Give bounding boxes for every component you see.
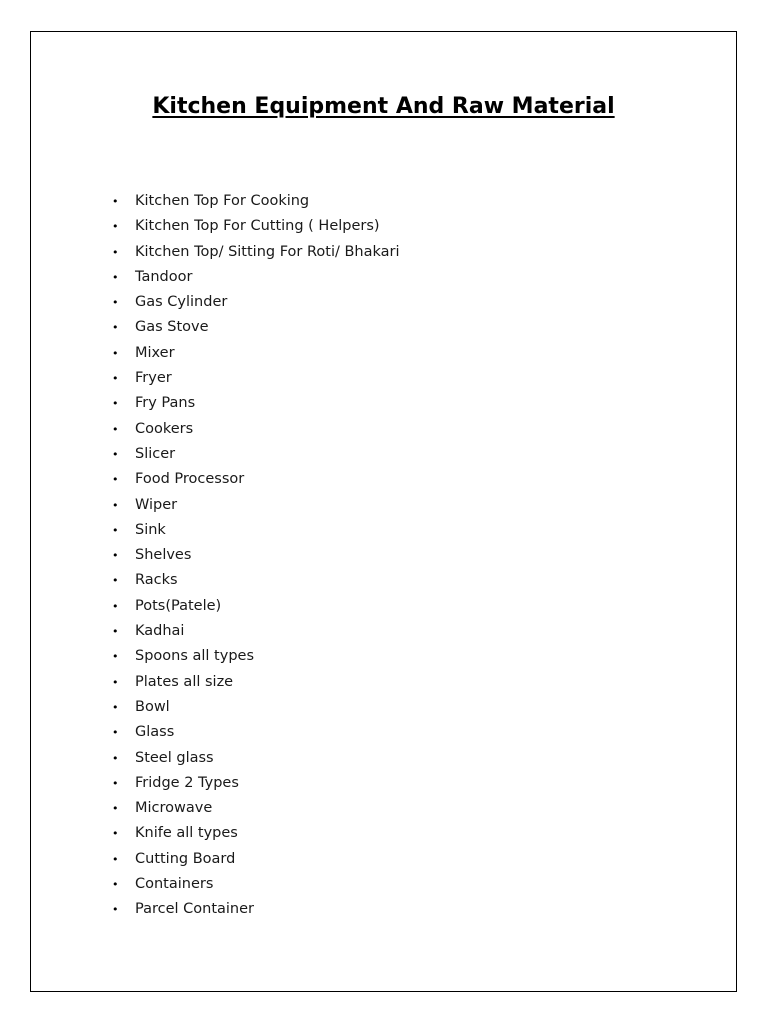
- list-item-label: Mixer: [135, 344, 175, 361]
- list-item-label: Microwave: [135, 800, 213, 817]
- bullet-icon: •: [112, 776, 119, 790]
- bullet-icon: •: [112, 447, 119, 461]
- bullet-icon: •: [112, 346, 119, 360]
- list-item-label: Wiper: [135, 496, 178, 513]
- list-item-label: Sink: [135, 521, 166, 538]
- bullet-icon: •: [112, 195, 119, 208]
- bullet-icon: •: [112, 650, 119, 664]
- bullet-icon: •: [112, 397, 119, 411]
- list-item-label: Kitchen Top For Cutting ( Helpers): [135, 218, 380, 235]
- list-item-label: Steel glass: [135, 749, 214, 766]
- bullet-icon: •: [112, 852, 119, 866]
- bullet-icon: •: [112, 296, 119, 310]
- bullet-icon: •: [112, 270, 119, 284]
- list-item-label: Parcel Container: [135, 901, 255, 918]
- bullet-icon: •: [112, 903, 119, 917]
- list-item-label: Spoons all types: [135, 648, 255, 665]
- list-item-label: Slicer: [135, 445, 176, 462]
- bullet-icon: •: [112, 700, 119, 714]
- bullet-icon: •: [112, 599, 119, 613]
- list-item-label: Tandoor: [135, 268, 193, 285]
- list-item-label: Fridge 2 Types: [135, 774, 239, 791]
- bullet-icon: •: [112, 751, 119, 765]
- list-item-label: Gas Cylinder: [135, 294, 228, 311]
- bullet-icon: •: [112, 372, 119, 386]
- list-item-label: Knife all types: [135, 825, 238, 842]
- bullet-icon: •: [112, 220, 119, 234]
- document-page: [30, 31, 737, 992]
- list-item-label: Pots(Patele): [135, 597, 222, 614]
- bullet-icon: •: [112, 574, 119, 588]
- list-item-label: Food Processor: [135, 471, 245, 488]
- bullet-icon: •: [112, 802, 119, 816]
- list-item-label: Fry Pans: [135, 395, 196, 412]
- list-item-label: Kadhai: [135, 623, 185, 640]
- list-item-label: Kitchen Top/ Sitting For Roti/ Bhakari: [135, 243, 400, 260]
- list-item-label: Plates all size: [135, 673, 234, 690]
- bullet-icon: •: [112, 473, 119, 487]
- bullet-icon: •: [112, 321, 119, 335]
- bullet-icon: •: [112, 549, 119, 563]
- bullet-icon: •: [112, 625, 119, 639]
- list-item-label: Bowl: [135, 698, 170, 715]
- list-item-label: Shelves: [135, 547, 192, 564]
- bullet-icon: •: [112, 245, 119, 259]
- list-item-label: Fryer: [135, 370, 172, 387]
- list-item-label: Cutting Board: [135, 850, 236, 867]
- bullet-icon: •: [112, 498, 119, 512]
- list-item-label: Racks: [135, 572, 178, 589]
- bullet-icon: •: [112, 827, 119, 841]
- bullet-icon: •: [112, 523, 119, 537]
- document-title: Kitchen Equipment And Raw Material: [152, 94, 615, 119]
- bullet-icon: •: [112, 675, 119, 689]
- bullet-icon: •: [112, 878, 119, 892]
- list-item-label: Glass: [135, 724, 175, 741]
- list-item-label: Kitchen Top For Cooking: [135, 193, 310, 209]
- bullet-icon: •: [112, 726, 119, 740]
- list-item-label: Containers: [135, 876, 214, 893]
- list-item-label: Cookers: [135, 420, 194, 437]
- list-item-label: Gas Stove: [135, 319, 209, 336]
- bullet-icon: •: [112, 422, 119, 436]
